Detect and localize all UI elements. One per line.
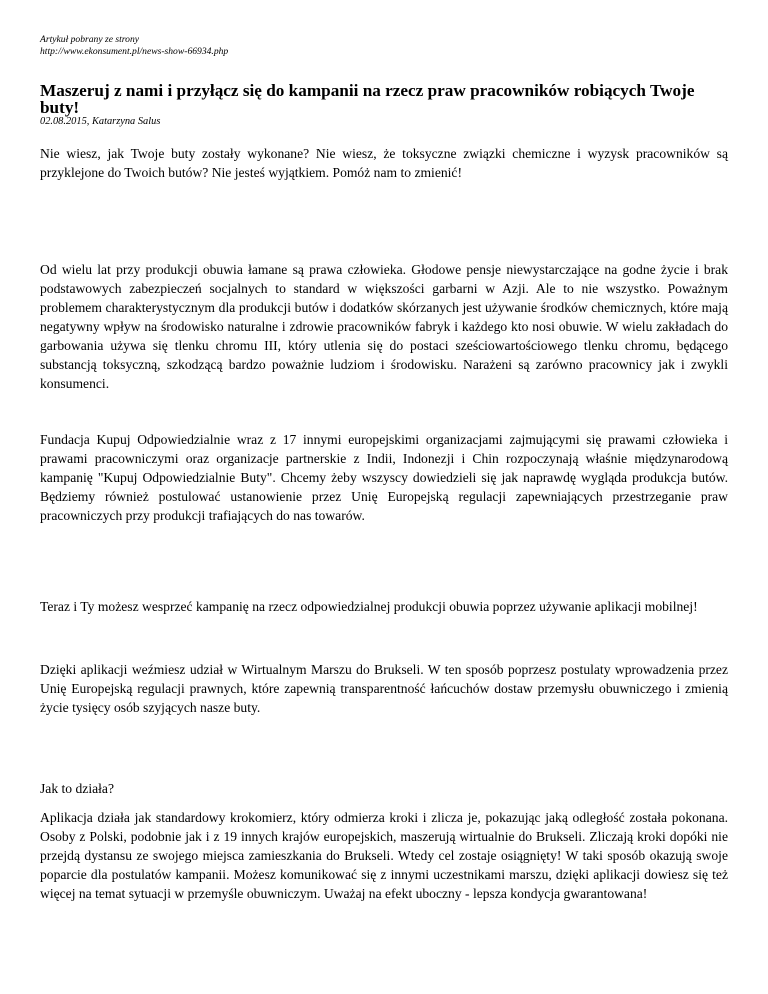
article-title: Maszeruj z nami i przyłącz się do kampanii na rzecz praw pracowników robiących Twoje buty! [40, 81, 695, 117]
paragraph-how-it-works-heading: Jak to działa? [40, 781, 114, 796]
article-date-author: 02.08.2015, Katarzyna Salus [40, 116, 161, 127]
paragraph-how-it-works: Aplikacja działa jak standardowy krokomierz, który odmierza kroki i zlicza je, pokazując jaką odległość została pokonana. Osoby z Polski, podobnie jak i z 19 innych krajów europejskich, maszerują wirtualnie do Brukseli. Zliczają kroki dopóki nie przejdą dystansu ze swojego miejsca zamieszkania do Brukseli. Wtedy cel zostaje osiągnięty! W taki sposób okazują swoje poparcie dla postulatów kampanii. Możesz komunikować się z innymi uczestnikami marszu, dzięki aplikacji dowiesz się też więcej na temat sytuacji w przemyśle obuwniczym. Uważaj na efekt uboczny - lepsza kondycja gwarantowana! [40, 810, 728, 901]
paragraph-intro: Nie wiesz, jak Twoje buty zostały wykonane? Nie wiesz, że toksyczne związki chemiczne i wyzysk pracowników są przyklejone do Twoich butów? Nie jesteś wyjątkiem. Pomóż nam to zmienić! [40, 146, 728, 180]
paragraph-support-app: Teraz i Ty możesz wesprzeć kampanię na rzecz odpowiedzialnej produkcji obuwia poprzez używanie aplikacji mobilnej! [40, 599, 698, 614]
source-url: http://www.ekonsument.pl/news-show-66934.php [40, 45, 229, 57]
paragraph-human-rights: Od wielu lat przy produkcji obuwia łamane są prawa człowieka. Głodowe pensje niewystarczające na godne życie i brak podstawowych zabezpieczeń socjalnych to standard w większości garbarni w Azji. Ale to nie wszystko. Poważnym problemem charakterystycznym dla produkcji butów i dodatków skórzanych jest używanie środków chemicznych, które mają negatywny wpływ na środowisko naturalne i zdrowie pracowników fabryk i każdego kto nosi obuwie. W wielu zakładach do garbowania używa się tlenku chromu III, który utlenia się do postaci sześciowartościowego tlenku chromu, będącego substancją toksyczną, szkodzącą bardzo poważnie ludziom i środowisku. Narażeni są zarówno pracownicy jak i zwykli konsumenci. [40, 262, 728, 391]
paragraph-virtual-march: Dzięki aplikacji weźmiesz udział w Wirtualnym Marszu do Brukseli. W ten sposób poprzesz postulaty wprowadzenia przez Unię Europejską regulacji prawnych, które zapewnią transparentność łańcuchów dostaw przemysłu obuwniczego i zmienią życie tysięcy osób szyjących nasze buty. [40, 662, 728, 715]
source-label: Artykuł pobrany ze strony [40, 34, 140, 45]
source-note [40, 34, 228, 57]
paragraph-campaign: Fundacja Kupuj Odpowiedzialnie wraz z 17 innymi europejskimi organizacjami zajmującymi się prawami człowieka i prawami pracowniczymi oraz organizacje partnerskie z Indii, Indonezji i Chin rozpoczynają właśnie międzynarodową kampanię "Kupuj Odpowiedzialnie Buty". Chcemy żeby wszyscy dowiedzieli się jak naprawdę wygląda produkcja butów. Będziemy również postulować ustanowienie przez Unię Europejską regulacji zapewniających przestrzeganie praw pracowniczych przy produkcji trafiających do nas towarów. [40, 432, 728, 523]
